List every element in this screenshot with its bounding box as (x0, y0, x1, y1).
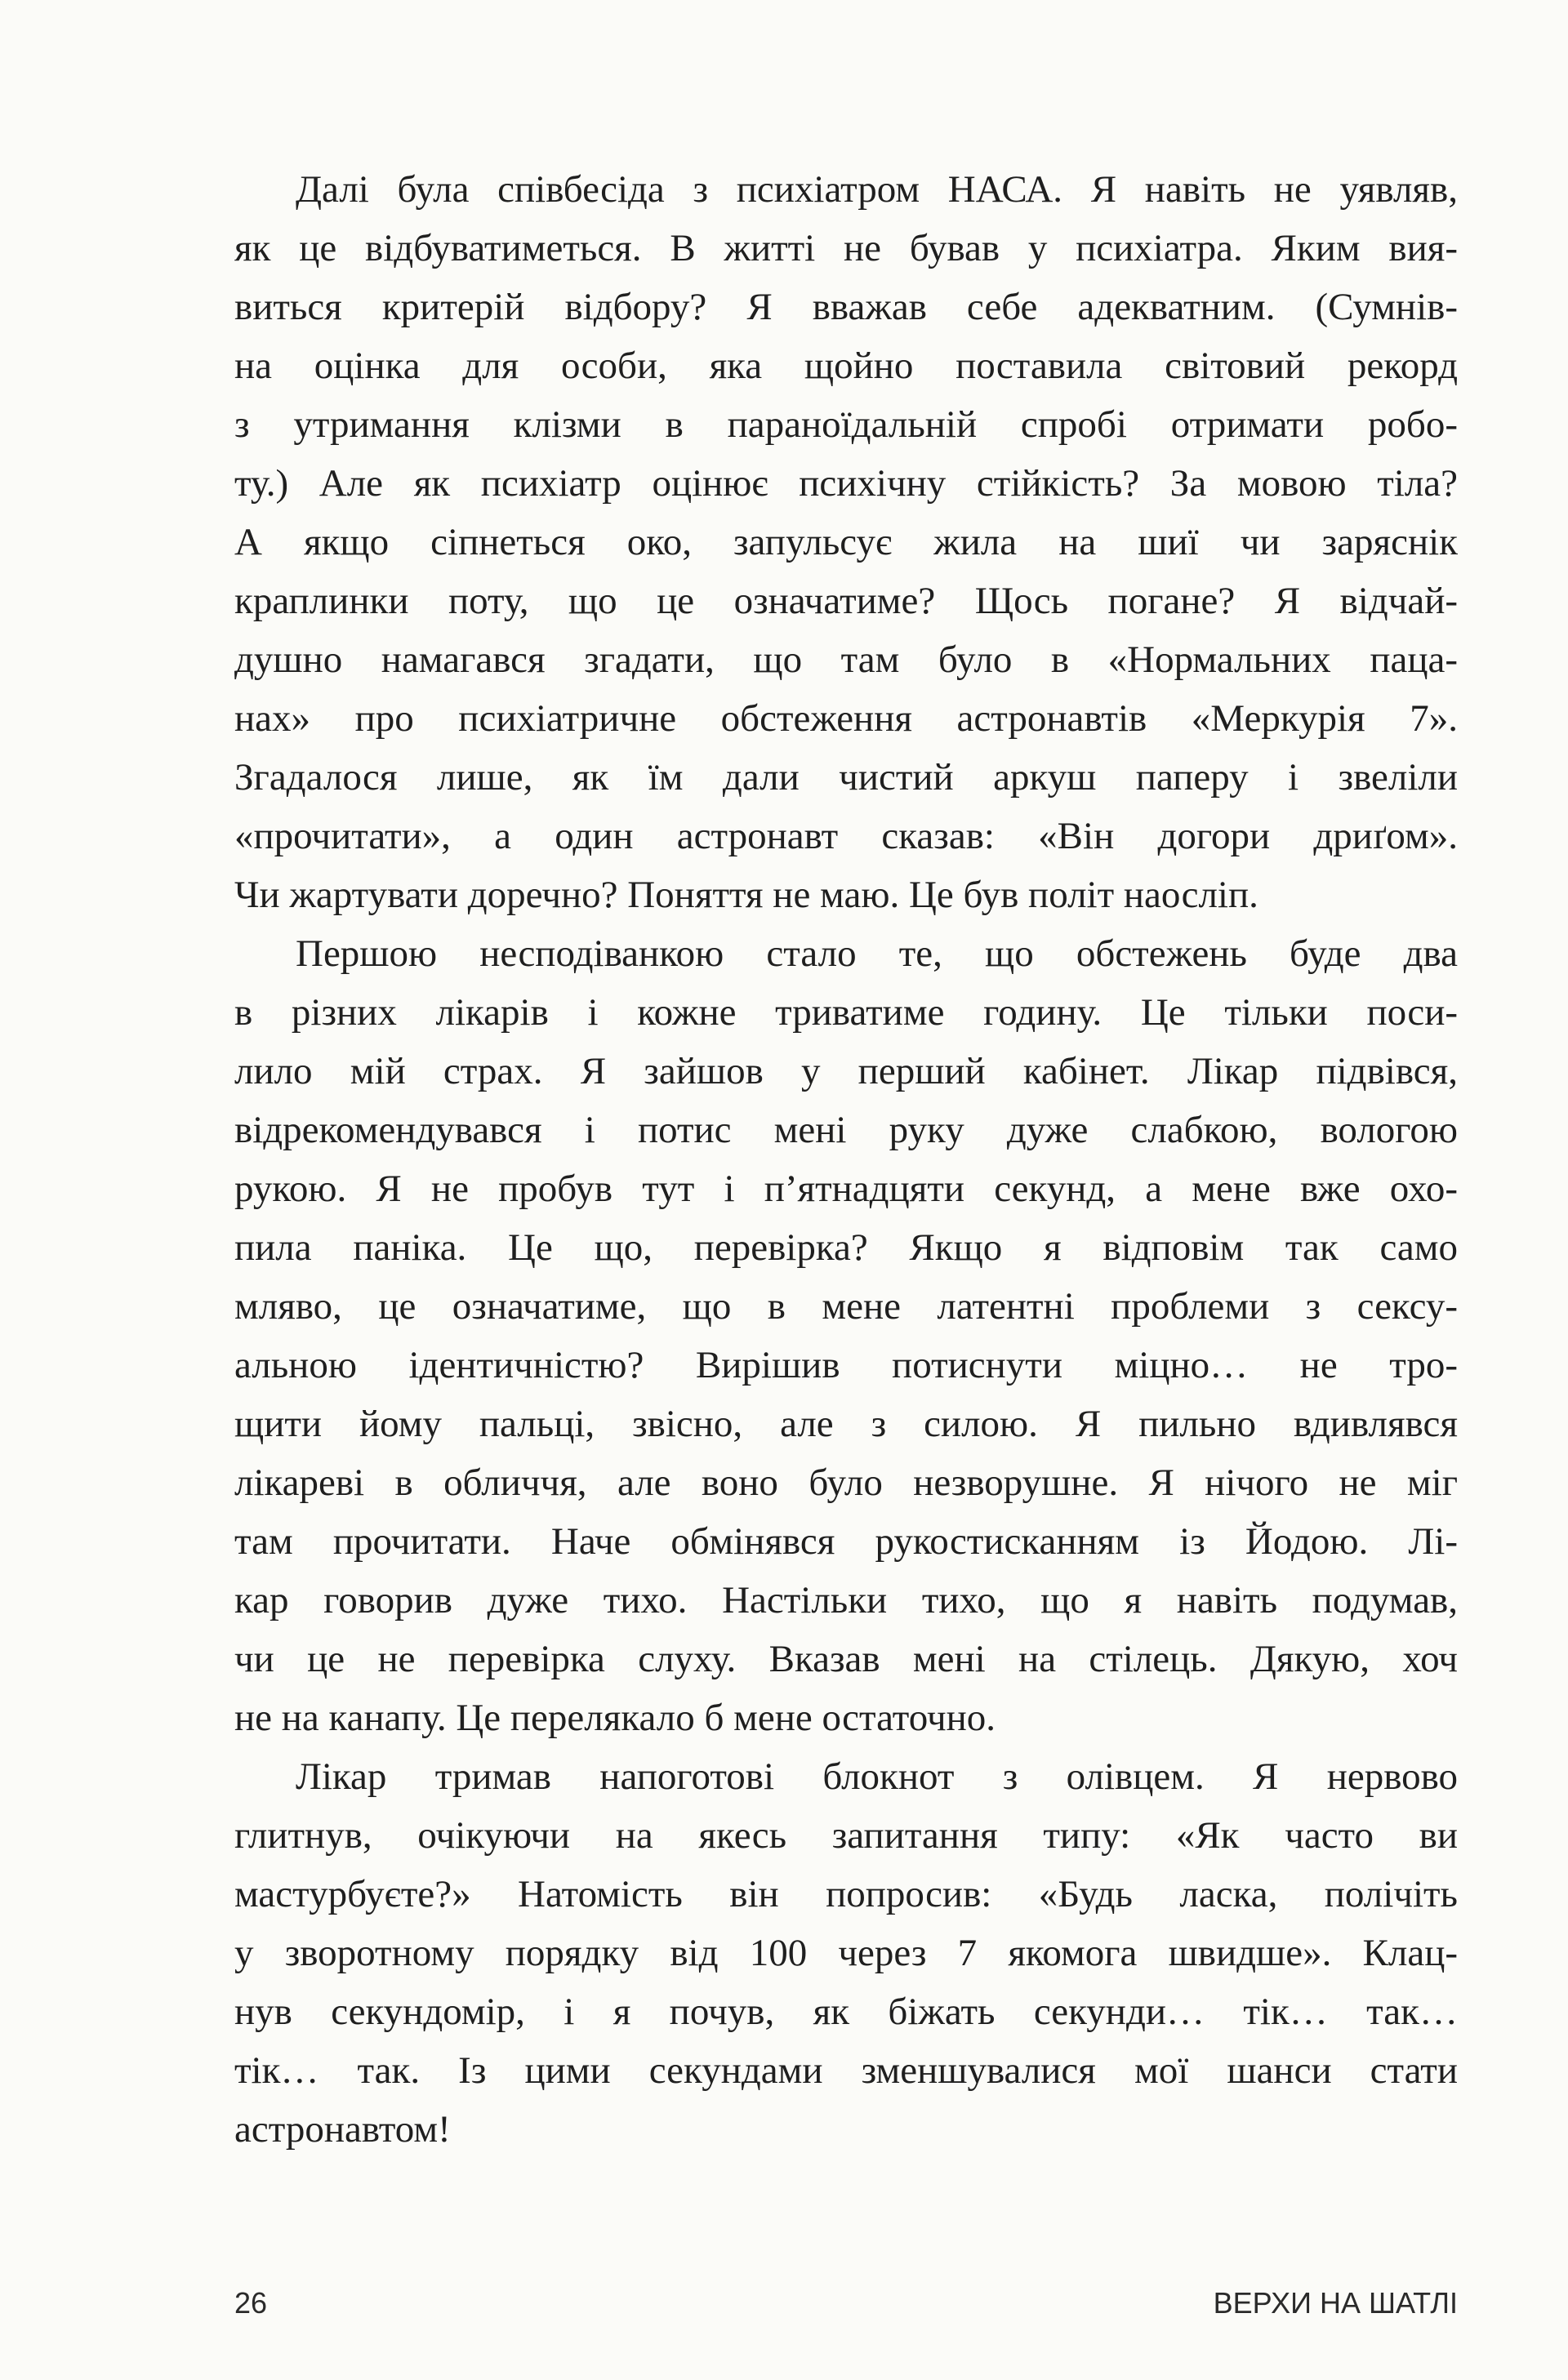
text-line: лікареві в обличчя, але воно було незворушне. Я нічого не міг (234, 1461, 1458, 1504)
text-line: там прочитати. Наче обмінявся рукостисканням із Йодою. Лі- (234, 1520, 1458, 1563)
text-line: рукою. Я не пробув тут і п’ятнадцяти секунд, а мене вже охо- (234, 1168, 1458, 1210)
text-line: виться критерій відбору? Я вважав себе адекватним. (Сумнів- (234, 286, 1458, 328)
paragraph (234, 924, 1458, 1747)
text-line: «прочитати», а один астронавт сказав: «Він догори дриґом». (234, 815, 1458, 857)
text-line: мастурбуєте?» Натомість він попросив: «Будь ласка, полічіть (234, 1873, 1458, 1915)
book-page-body (234, 160, 1458, 2159)
text-line: Згадалося лише, як їм дали чистий аркуш паперу і звеліли (234, 756, 1458, 799)
text-line: краплинки поту, що це означатиме? Щось погане? Я відчай- (234, 580, 1458, 622)
page-footer (234, 2286, 1458, 2327)
text-line: чи це не перевірка слуху. Вказав мені на стілець. Дякую, хоч (234, 1638, 1458, 1680)
text-line: ту.) Але як психіатр оцінює психічну стійкість? За мовою тіла? (234, 462, 1458, 505)
text-line: Першою несподіванкою стало те, що обстежень буде два (296, 932, 1458, 975)
text-line: нув секундомір, і я почув, як біжать секунди… тік… так… (234, 1991, 1458, 2033)
text-line: астронавтом! (234, 2108, 451, 2151)
text-line: відрекомендувався і потис мені руку дуже слабкою, вологою (234, 1109, 1458, 1151)
text-line: щити йому пальці, звісно, але з силою. Я пильно вдивлявся (234, 1403, 1458, 1445)
text-line: альною ідентичністю? Вирішив потиснути міцно… не тро- (234, 1344, 1458, 1386)
text-line: душно намагався згадати, що там було в «Нормальних паца- (234, 638, 1458, 681)
paragraph (234, 160, 1458, 924)
text-line: з утримання клізми в параноїдальній спробі отримати робо- (234, 403, 1458, 446)
text-line: мляво, це означатиме, що в мене латентні проблеми з сексу- (234, 1285, 1458, 1328)
text-line: в різних лікарів і кожне триватиме годину. Це тільки поси- (234, 991, 1458, 1034)
text-line: Чи жартувати доречно? Поняття не маю. Це був політ наосліп. (234, 874, 1258, 916)
page-number: 26 (234, 2286, 268, 2320)
running-title: ВЕРХИ НА ШАТЛІ (1213, 2286, 1458, 2320)
paragraph (234, 1747, 1458, 2159)
text-line: глитнув, очікуючи на якесь запитання типу: «Як часто ви (234, 1814, 1458, 1857)
text-line: як це відбуватиметься. В житті не бував у психіатра. Яким вия- (234, 227, 1458, 269)
text-line: у зворотному порядку від 100 через 7 якомога швидше». Клац- (234, 1932, 1458, 1974)
text-line: А якщо сіпнеться око, запульсує жила на шиї чи заряснік (234, 521, 1458, 563)
text-line: Лікар тримав напоготові блокнот з олівцем. Я нервово (296, 1755, 1458, 1798)
text-line: пила паніка. Це що, перевірка? Якщо я відповім так само (234, 1226, 1458, 1269)
text-line: кар говорив дуже тихо. Настільки тихо, що я навіть подумав, (234, 1579, 1458, 1622)
text-line: лило мій страх. Я зайшов у перший кабінет. Лікар підвівся, (234, 1050, 1458, 1092)
text-line: тік… так. Із цими секундами зменшувалися мої шанси стати (234, 2049, 1458, 2092)
text-line: нах» про психіатричне обстеження астронавтів «Меркурія 7». (234, 697, 1458, 740)
text-line: на оцінка для особи, яка щойно поставила світовий рекорд (234, 345, 1458, 387)
text-line: Далі була співбесіда з психіатром НАСА. Я навіть не уявляв, (296, 168, 1458, 211)
text-line: не на канапу. Це перелякало б мене остаточно. (234, 1697, 996, 1739)
